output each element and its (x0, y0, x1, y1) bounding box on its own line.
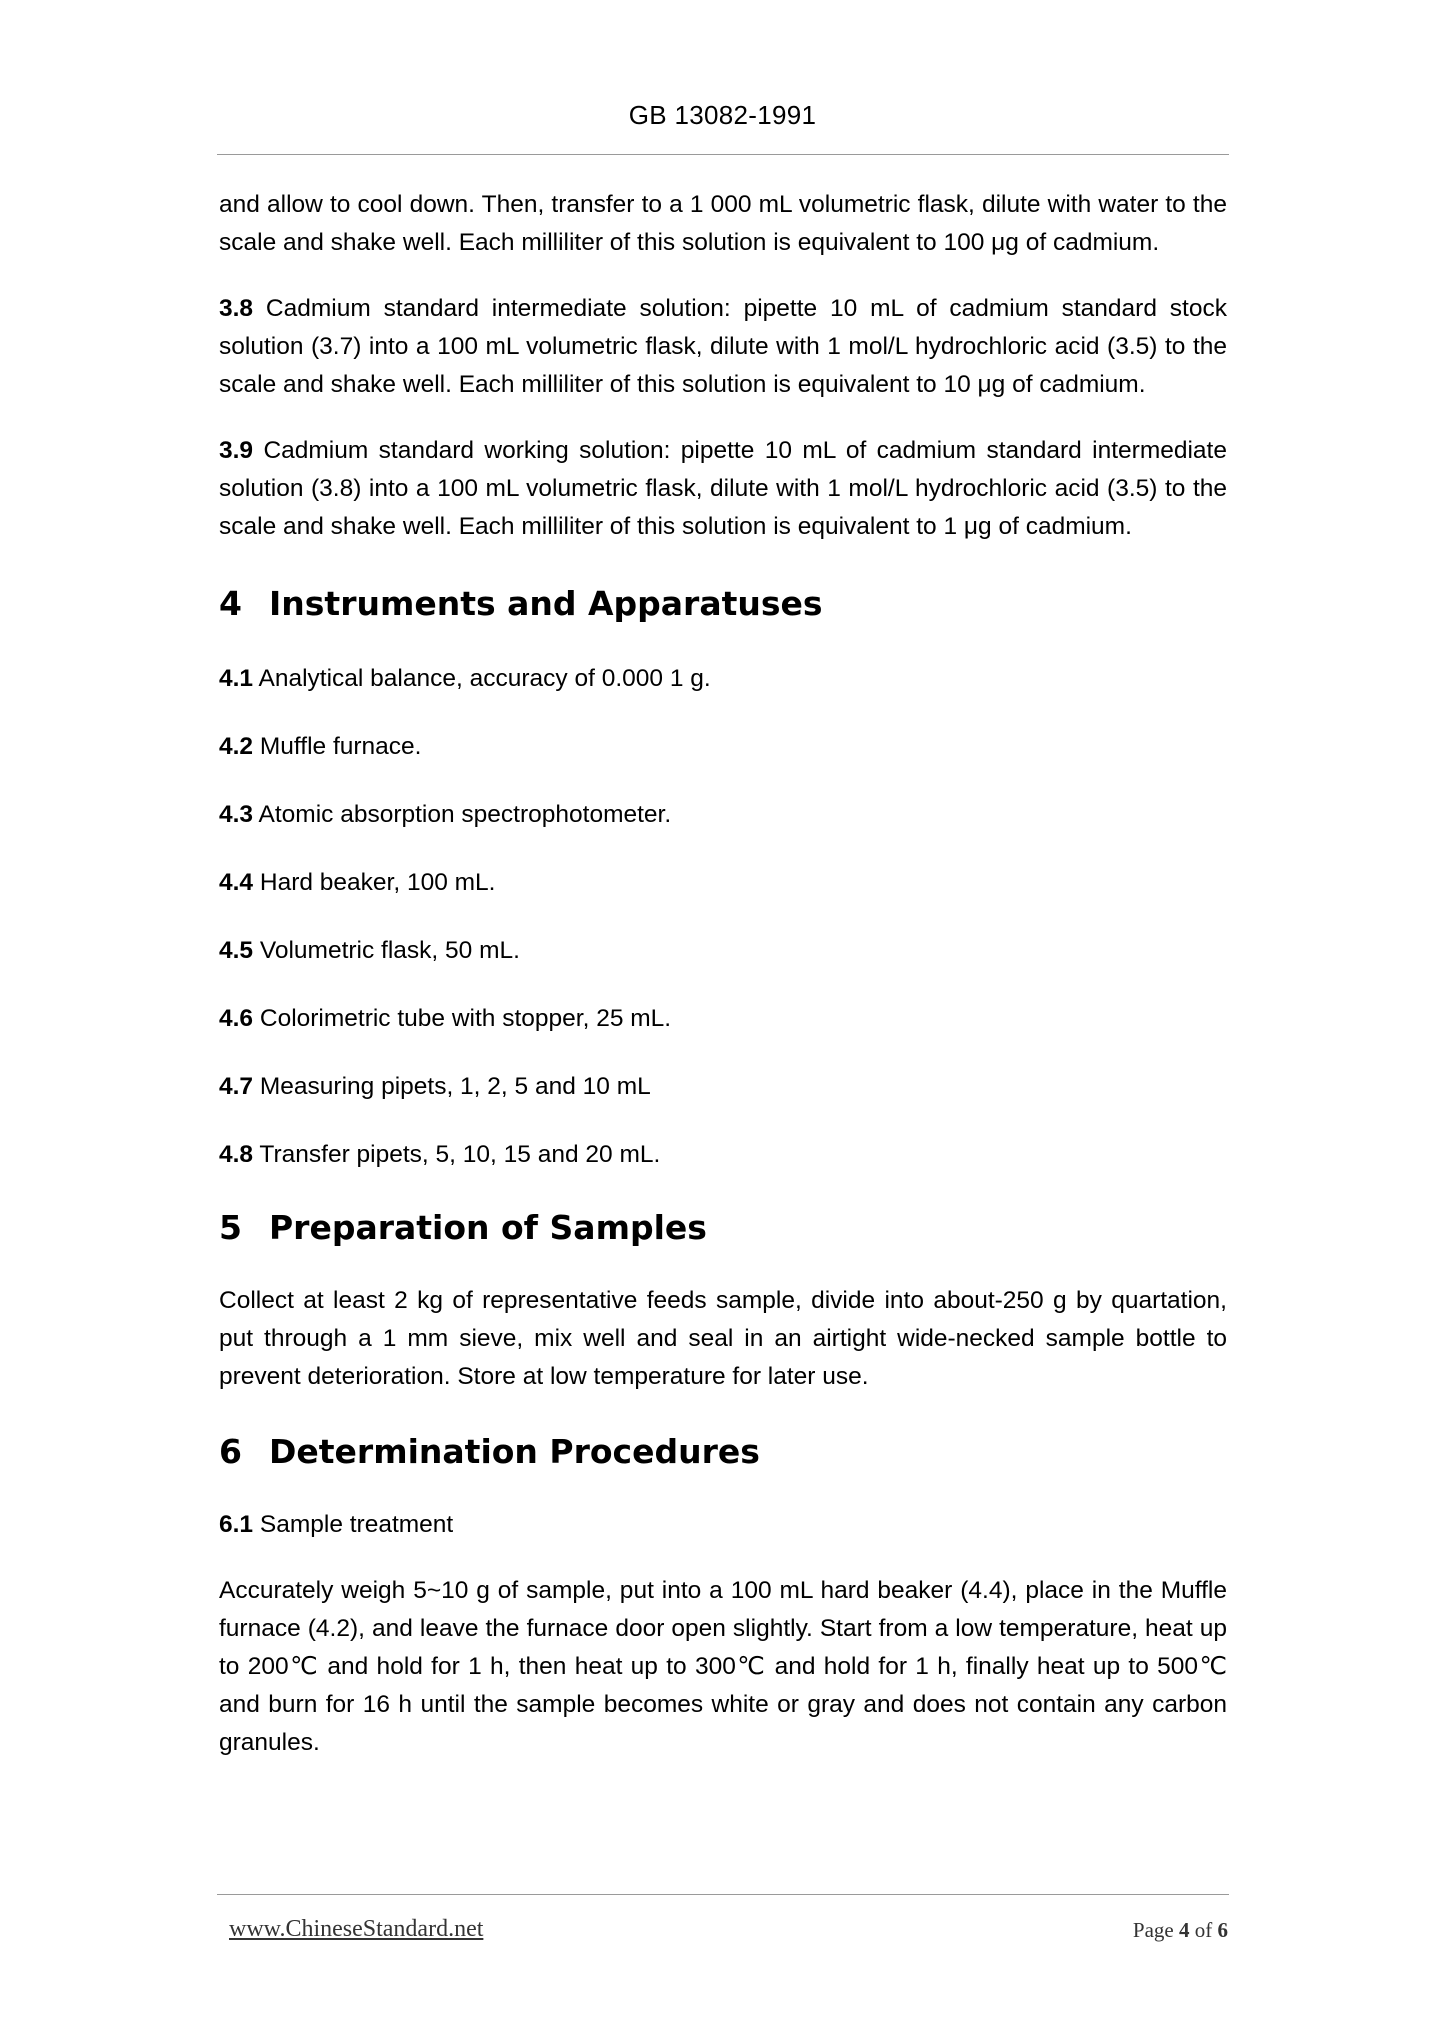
clause-number: 3.8 (219, 295, 254, 322)
section-title: Instruments and Apparatuses (269, 584, 823, 623)
clause-text: Measuring pipets, 1, 2, 5 and 10 mL (253, 1073, 651, 1100)
clause-4-3 (219, 796, 1227, 834)
section-4-heading (219, 582, 1227, 626)
page-prefix: Page (1132, 1918, 1179, 1942)
continuation-paragraph: and allow to cool down. Then, transfer to a 1 000 mL volumetric flask, dilute with water to the scale and shake well. Each milliliter of this solution is equivalent to 100 μg of cadmium. (219, 191, 1227, 256)
section-6-heading (219, 1430, 1227, 1474)
standard-code-header: GB 13082-1991 (628, 100, 817, 130)
clause-number: 4.5 (219, 937, 254, 964)
clause-number: 3.9 (219, 437, 254, 464)
clause-text: Sample treatment (253, 1511, 454, 1538)
clause-6-1 (219, 1506, 1227, 1544)
clause-3-9 (219, 432, 1227, 546)
clause-4-6 (219, 1000, 1227, 1038)
page-content (219, 186, 1227, 1762)
clause-number: 4.7 (219, 1073, 254, 1100)
clause-4-8 (219, 1136, 1227, 1174)
page-current: 4 (1179, 1918, 1190, 1942)
clause-text: Cadmium standard working solution: pipette 10 mL of cadmium standard intermediate solution (3.8) into a 100 mL volumetric flask, dilute with 1 mol/L hydrochloric acid (3.5) to the scale and shake well. Each milliliter of this solution is equivalent to 1 μg of cadmium. (219, 437, 1227, 540)
clause-text: Muffle furnace. (253, 733, 422, 760)
clause-number: 4.2 (219, 733, 254, 760)
clause-text: Atomic absorption spectrophotometer. (253, 801, 672, 828)
clause-4-1 (219, 660, 1227, 698)
section-number: 6 (219, 1432, 242, 1471)
clause-text: Colorimetric tube with stopper, 25 mL. (253, 1005, 672, 1032)
clause-3-8 (219, 290, 1227, 404)
clause-4-2 (219, 728, 1227, 766)
clause-number: 6.1 (219, 1511, 254, 1538)
section-title: Preparation of Samples (269, 1208, 707, 1247)
clause-4-7 (219, 1068, 1227, 1106)
section-5-paragraph: Collect at least 2 kg of representative feeds sample, divide into about-250 g by quartation, put through a 1 mm sieve, mix well and seal in an airtight wide-necked sample bottle to prevent deterioration. Store at low temperature for later use. (219, 1287, 1227, 1390)
website-link[interactable]: www.ChineseStandard.net (229, 1916, 484, 1942)
clause-text: Volumetric flask, 50 mL. (253, 937, 520, 964)
page-total: 6 (1217, 1918, 1228, 1942)
clause-number: 4.3 (219, 801, 254, 828)
section-number: 4 (219, 584, 242, 623)
footer-rule (217, 1894, 1229, 1895)
clause-4-4 (219, 864, 1227, 902)
page-number (1133, 1918, 1228, 1943)
clause-text: Cadmium standard intermediate solution: pipette 10 mL of cadmium standard stock solution (3.7) into a 100 mL volumetric flask, dilute with 1 mol/L hydrochloric acid (3.5) to the scale and shake well. Each milliliter of this solution is equivalent to 10 μg of cadmium. (219, 295, 1227, 398)
page-separator: of (1189, 1918, 1218, 1942)
header-rule (217, 154, 1229, 155)
clause-number: 4.1 (219, 665, 254, 692)
clause-text: Hard beaker, 100 mL. (253, 869, 496, 896)
clause-text: Analytical balance, accuracy of 0.000 1 g. (253, 665, 711, 692)
section-6-paragraph: Accurately weigh 5~10 g of sample, put into a 100 mL hard beaker (4.4), place in the Muffle furnace (4.2), and leave the furnace door open slightly. Start from a low temperature, heat up to 200℃ and hold for 1 h, then heat up to 300℃ and hold for 1 h, finally heat up to 500℃ and burn for 16 h until the sample becomes white or gray and does not contain any carbon granules. (219, 1577, 1227, 1756)
clause-number: 4.6 (219, 1005, 254, 1032)
clause-number: 4.4 (219, 869, 254, 896)
clause-text: Transfer pipets, 5, 10, 15 and 20 mL. (253, 1141, 661, 1168)
clause-4-5 (219, 932, 1227, 970)
section-title: Determination Procedures (269, 1432, 760, 1471)
section-number: 5 (219, 1208, 242, 1247)
section-5-heading (219, 1206, 1227, 1250)
clause-number: 4.8 (219, 1141, 254, 1168)
